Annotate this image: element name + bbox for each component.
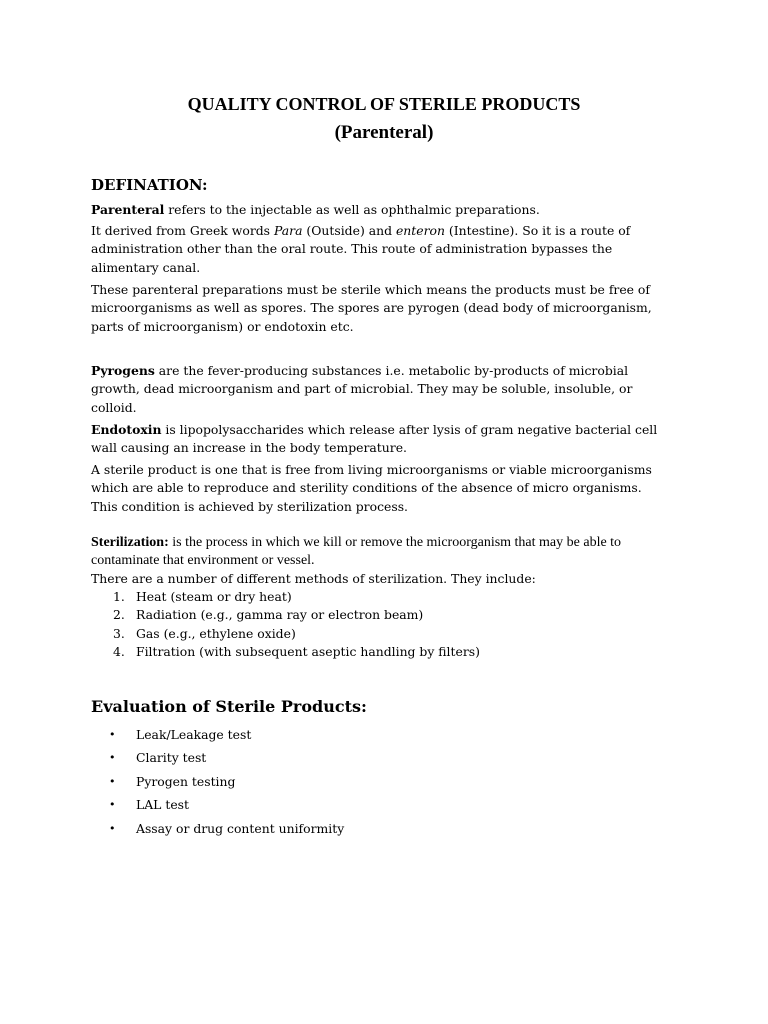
method-number: 4. <box>113 644 125 660</box>
pyrogens-text: are the fever-producing substances i.e. metabolic by-products of microbial growth, dead microorganism and part of microbial. They may be soluble, insoluble, or colloid. <box>91 363 633 415</box>
evaluation-item-text: LAL test <box>136 797 189 813</box>
bullet-icon: • <box>109 751 116 765</box>
para-word: Para <box>273 223 303 238</box>
evaluation-item <box>109 793 344 816</box>
method-number: 2. <box>113 607 125 623</box>
greek-origin-text-b: (Outside) and <box>302 223 396 238</box>
evaluation-item-text: Pyrogen testing <box>136 773 236 789</box>
evaluation-item <box>109 770 344 793</box>
method-number: 1. <box>113 589 125 604</box>
parenteral-term: Parenteral <box>91 202 165 217</box>
method-text: Heat (steam or dry heat) <box>136 589 292 604</box>
sterilization-methods-list <box>91 588 480 662</box>
sterility-paragraph: These parenteral preparations must be sterile which means the products must be free of microorganisms as well as spores. The spores are pyrogen (dead body of microorganism, parts of microorganism) or endotoxin etc. <box>91 282 652 334</box>
document-title: QUALITY CONTROL OF STERILE PRODUCTS <box>187 94 581 114</box>
greek-origin-text-a: It derived from Greek words <box>91 223 274 238</box>
pyrogens-paragraph <box>91 362 671 417</box>
endotoxin-text: is lipopolysaccharides which release after lysis of gram negative bacterial cell wall causing an increase in the body temperature. <box>91 422 658 456</box>
evaluation-item <box>109 746 344 769</box>
sterilization-paragraph <box>91 534 671 570</box>
bullet-icon: • <box>109 728 116 741</box>
method-number: 3. <box>113 625 125 641</box>
definition-heading: DEFINATION: <box>91 176 208 194</box>
bullet-icon: • <box>109 774 116 788</box>
evaluation-item <box>109 817 345 840</box>
document-subtitle: (Parenteral) <box>334 122 434 143</box>
method-text: Gas (e.g., ethylene oxide) <box>136 625 296 641</box>
sterilization-term: Sterilization: <box>91 535 169 550</box>
endotoxin-paragraph <box>91 421 671 458</box>
sterile-product-paragraph: A sterile product is one that is free from living microorganisms or viable microorganisms which are able to reproduce and sterility conditions of the absence of micro organisms. This condition is achieved by sterilization process. <box>91 462 652 514</box>
evaluation-item-text: Leak/Leakage test <box>136 727 252 742</box>
method-text: Filtration (with subsequent aseptic handling by filters) <box>136 644 480 660</box>
greek-origin-paragraph <box>91 222 671 277</box>
bullet-icon: • <box>109 798 116 812</box>
method-item <box>113 606 480 624</box>
pyrogens-term: Pyrogens <box>91 363 155 378</box>
methods-intro: There are a number of different methods of sterilization. They include: <box>91 571 536 586</box>
greek-origin-text-c: (Intestine). So it is a route of administration other than the oral route. This route of administration bypasses the alimentary canal. <box>91 223 631 275</box>
method-text: Radiation (e.g., gamma ray or electron beam) <box>136 607 424 623</box>
evaluation-item <box>109 723 344 746</box>
evaluation-item-text: Assay or drug content uniformity <box>136 820 345 836</box>
method-item <box>113 643 480 661</box>
parenteral-definition-paragraph <box>91 201 671 219</box>
evaluation-item-text: Clarity test <box>136 750 207 766</box>
sterilization-text: is the process in which we kill or remove the microorganism that may be able to contaminate that environment or vessel. <box>91 535 622 568</box>
method-item <box>113 625 480 643</box>
evaluation-list <box>91 723 344 840</box>
bullet-icon: • <box>109 821 116 835</box>
method-item <box>113 588 480 606</box>
parenteral-definition-text: refers to the injectable as well as ophthalmic preparations. <box>164 202 540 217</box>
evaluation-heading: Evaluation of Sterile Products: <box>91 697 367 716</box>
enteron-word: enteron <box>395 223 445 238</box>
endotoxin-term: Endotoxin <box>91 422 162 437</box>
